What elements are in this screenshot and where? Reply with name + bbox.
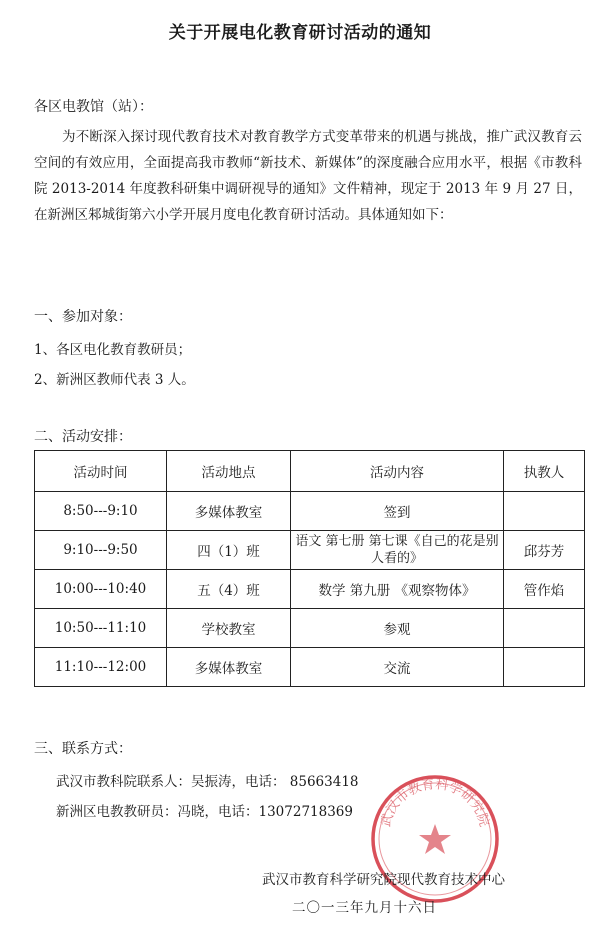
cell-teacher: 管作焰 bbox=[504, 570, 585, 609]
section-3-heading: 三、联系方式： bbox=[34, 741, 132, 757]
cell-place: 多媒体教室 bbox=[167, 492, 291, 531]
schedule-header-row bbox=[35, 451, 585, 492]
cell-content: 语文 第七册 第七课《自己的花是别人看的》 bbox=[291, 531, 504, 570]
cell-place: 多媒体教室 bbox=[167, 648, 291, 687]
table-row bbox=[35, 492, 585, 531]
column-header-place: 活动地点 bbox=[167, 451, 291, 492]
table-row bbox=[35, 570, 585, 609]
cell-time: 8:50---9:10 bbox=[35, 492, 167, 531]
schedule-table bbox=[34, 450, 585, 687]
cell-content: 交流 bbox=[291, 648, 504, 687]
cell-teacher bbox=[504, 492, 585, 531]
cell-content: 签到 bbox=[291, 492, 504, 531]
contact-line-1: 武汉市教科院联系人：吴振涛，电话： 85663418 bbox=[56, 774, 359, 790]
cell-teacher bbox=[504, 648, 585, 687]
table-row bbox=[35, 648, 585, 687]
seal-star-icon bbox=[419, 824, 451, 854]
cell-time: 10:00---10:40 bbox=[35, 570, 167, 609]
cell-content: 参观 bbox=[291, 609, 504, 648]
cell-content: 数学 第九册 《观察物体》 bbox=[291, 570, 504, 609]
signature-date: 二〇一三年九月十六日 bbox=[292, 900, 437, 916]
signature-organization: 武汉市教育科学研究院现代教育技术中心 bbox=[262, 872, 505, 888]
column-header-time: 活动时间 bbox=[35, 451, 167, 492]
cell-teacher: 邱芬芳 bbox=[504, 531, 585, 570]
cell-place: 五（4）班 bbox=[167, 570, 291, 609]
seal-text: 武汉市教育科学研究院 bbox=[378, 777, 492, 829]
cell-teacher bbox=[504, 609, 585, 648]
participant-item-2: 2、新洲区教师代表 3 人。 bbox=[34, 372, 195, 388]
participant-item-1: 1、各区电化教育教研员； bbox=[34, 342, 192, 358]
salutation: 各区电教馆（站）： bbox=[34, 99, 153, 115]
cell-time: 10:50---11:10 bbox=[35, 609, 167, 648]
cell-place: 学校教室 bbox=[167, 609, 291, 648]
table-row bbox=[35, 531, 585, 570]
column-header-content: 活动内容 bbox=[291, 451, 504, 492]
body-paragraph: 为不断深入探讨现代教育技术对教育教学方式变革带来的机遇与挑战，推广武汉教育云空间的有效应用，全面提高我市教师“新技术、新媒体”的深度融合应用水平，根据《市教科院 2013-2014 年度教科研集中调研视导的通知》文件精神，现定于 2013 年 9 月 27 日，在新洲区邾城街第六小学开展月度电化教育研讨活动。具体通知如下： bbox=[34, 129, 582, 223]
section-2-heading: 二、活动安排： bbox=[34, 429, 132, 445]
cell-time: 9:10---9:50 bbox=[35, 531, 167, 570]
table-row bbox=[35, 609, 585, 648]
section-1-heading: 一、参加对象： bbox=[34, 309, 132, 325]
cell-place: 四（1）班 bbox=[167, 531, 291, 570]
document-title: 关于开展电化教育研讨活动的通知 bbox=[168, 23, 432, 43]
contact-line-2: 新洲区电教教研员：冯晓，电话：13072718369 bbox=[56, 804, 353, 820]
cell-time: 11:10---12:00 bbox=[35, 648, 167, 687]
column-header-teacher: 执教人 bbox=[504, 451, 585, 492]
